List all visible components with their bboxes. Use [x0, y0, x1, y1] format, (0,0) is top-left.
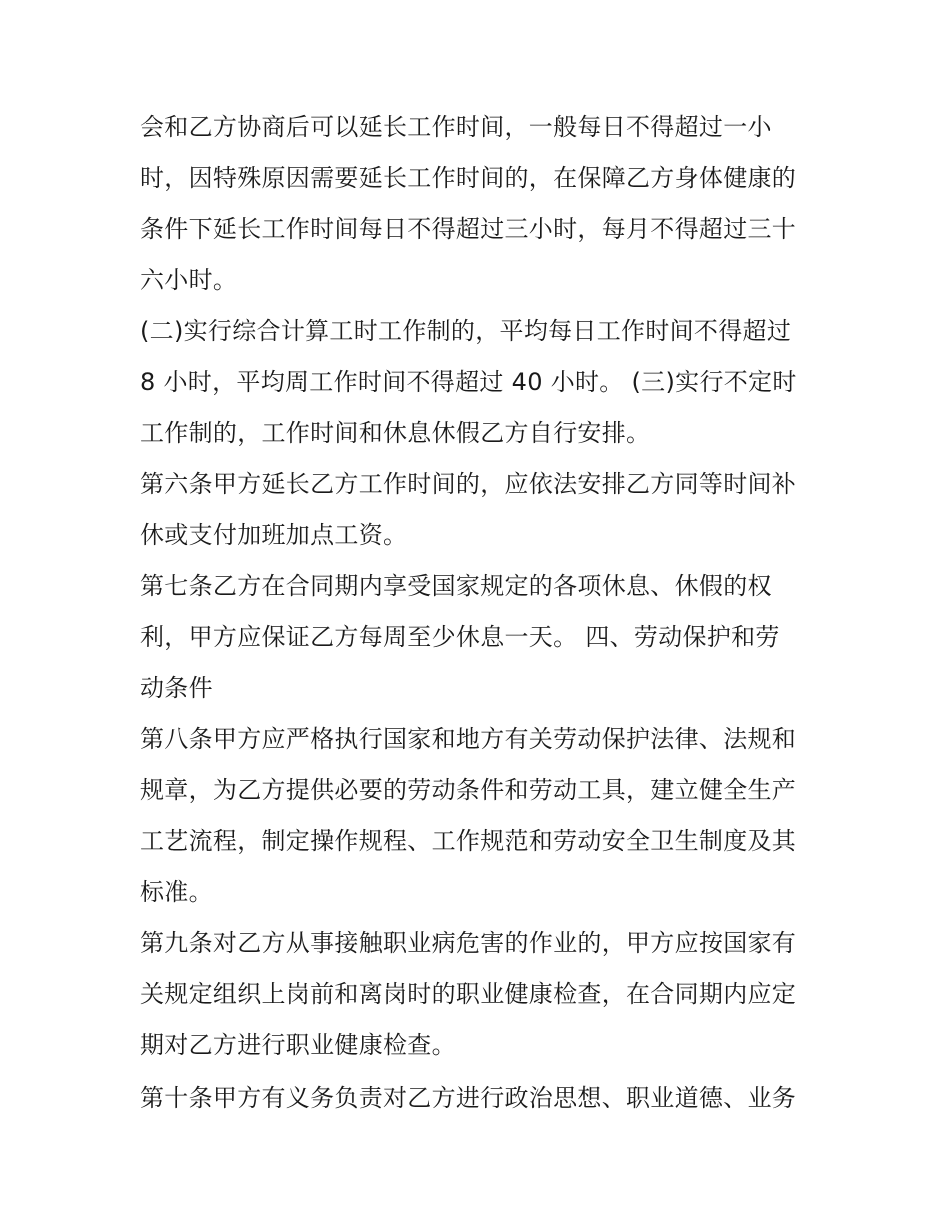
text-line: (二)实行综合计算工时工作制的，平均每日工作时间不得超过	[140, 317, 792, 345]
paragraph-article-10	[140, 1073, 820, 1124]
text-line: 条件下延长工作时间每日不得超过三小时，每月不得超过三十	[140, 215, 797, 243]
text-line: 会和乙方协商后可以延长工作时间，一般每日不得超过一小	[140, 113, 772, 141]
text-line: 标准。	[140, 878, 213, 906]
text-line: 动条件	[140, 674, 213, 702]
text-line: 规章，为乙方提供必要的劳动条件和劳动工具，建立健全生产	[140, 776, 797, 804]
text-line: 工作制的，工作时间和休息休假乙方自行安排。	[140, 419, 651, 447]
text-line: 第九条对乙方从事接触职业病危害的作业的，甲方应按国家有	[140, 929, 797, 957]
text-line: 第十条甲方有义务负责对乙方进行政治思想、职业道德、业务	[140, 1084, 797, 1112]
text-line: 8 小时，平均周工作时间不得超过 40 小时。 (三)实行不定时	[140, 368, 797, 396]
paragraph-article-8	[140, 714, 820, 918]
text-line: 工艺流程，制定操作规程、工作规范和劳动安全卫生制度及其	[140, 827, 797, 855]
text-line: 关规定组织上岗前和离岗时的职业健康检查，在合同期内应定	[140, 980, 797, 1008]
paragraph-article-6	[140, 459, 820, 561]
text-line: 休或支付加班加点工资。	[140, 521, 408, 549]
paragraph-article-7	[140, 561, 820, 714]
text-line: 时，因特殊原因需要延长工作时间的，在保障乙方身体健康的	[140, 164, 797, 192]
text-line: 第八条甲方应严格执行国家和地方有关劳动保护法律、法规和	[140, 725, 797, 753]
paragraph-comprehensive-hours	[140, 306, 820, 459]
paragraph-article-9	[140, 918, 820, 1071]
text-line: 第七条乙方在合同期内享受国家规定的各项休息、休假的权	[140, 572, 772, 600]
paragraph-working-hours-extension	[140, 102, 820, 306]
text-line: 六小时。	[140, 266, 238, 294]
text-line: 第六条甲方延长乙方工作时间的，应依法安排乙方同等时间补	[140, 470, 797, 498]
text-line: 期对乙方进行职业健康检查。	[140, 1031, 456, 1059]
text-line: 利，甲方应保证乙方每周至少休息一天。 四、劳动保护和劳	[140, 623, 780, 651]
